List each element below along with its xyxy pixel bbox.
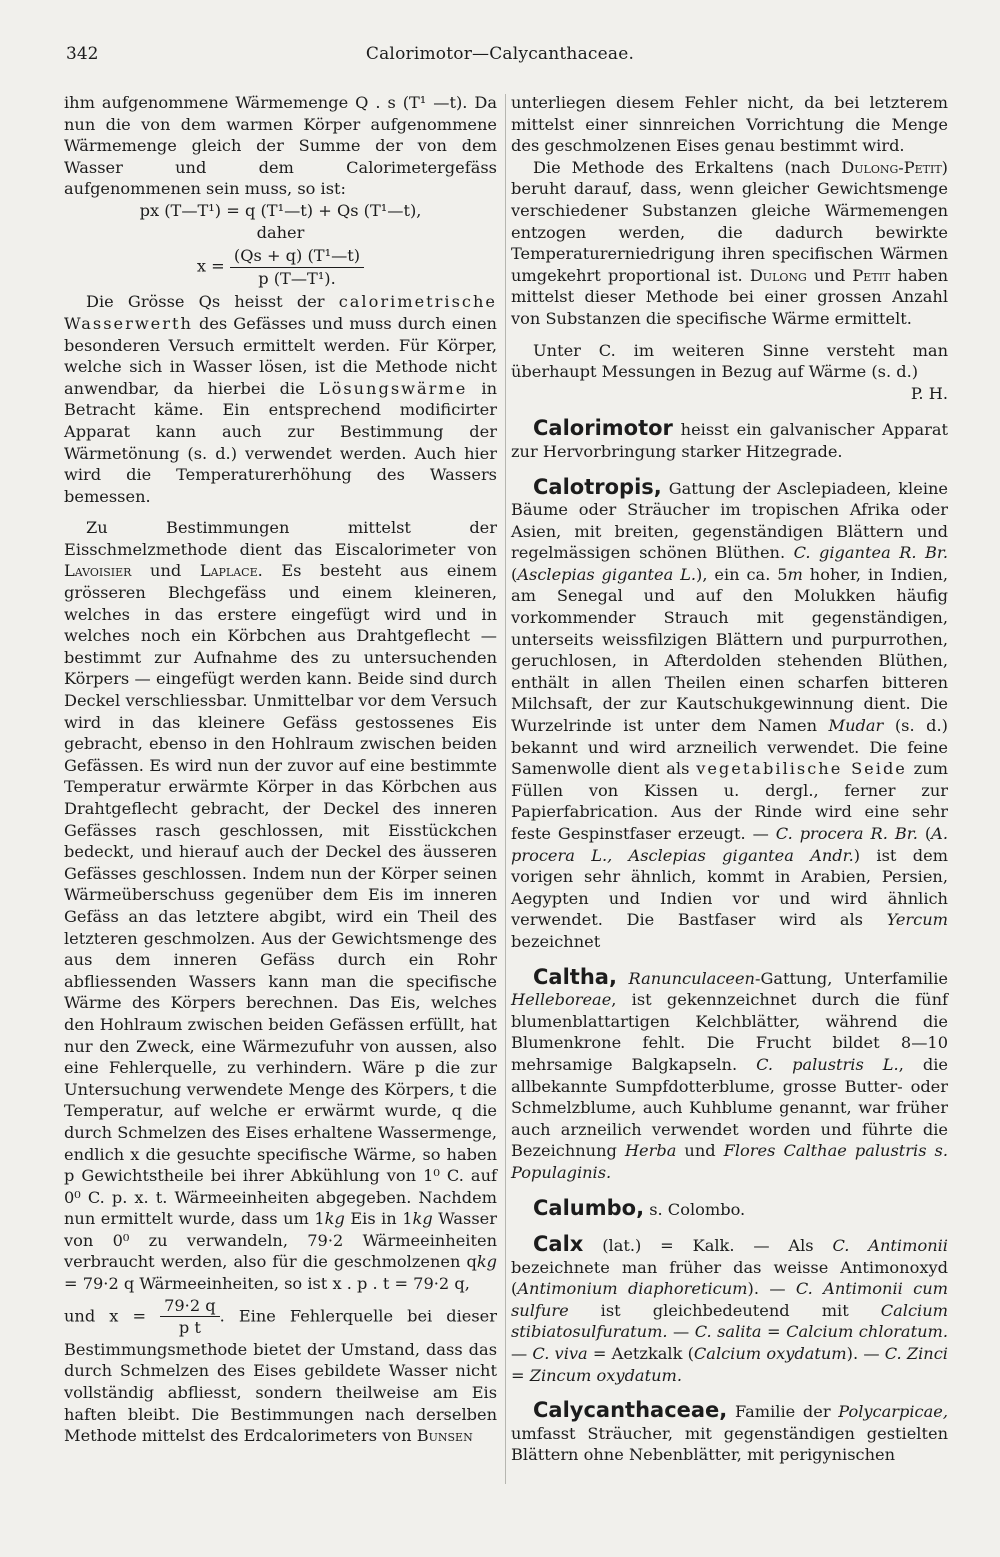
fraction-numerator: (Qs + q) (T¹—t)	[230, 245, 364, 268]
spaced-term: Lösungswärme	[318, 378, 468, 398]
left-column	[64, 92, 497, 1447]
text: ). —	[747, 1279, 796, 1299]
paragraph	[511, 157, 948, 330]
author-name: Dulong	[749, 265, 807, 285]
term: C. viva	[532, 1344, 588, 1364]
term: C. Zinci = Zincum oxydatum.	[511, 1344, 948, 1385]
species-name: C. procera R. Br.	[775, 824, 918, 843]
paragraph: unterliegen diesem Fehler nicht, da bei letzterem mittelst einer sinnreichen Vorrichtung die Menge des geschmolzenen Eises genau bestimmt wird.	[511, 93, 948, 156]
text: , ist gekennzeichnet durch die fünf blumenblattartigen Kelchblätter, während die Blumenkrone fehlt. Die Frucht bildet 8—10 mehrsamige Balgkapseln.	[511, 990, 948, 1074]
term: C. Antimonii cum sulfure	[511, 1279, 948, 1320]
fraction-numerator: 79·2 q	[160, 1295, 220, 1318]
text: bezeichnet	[511, 931, 601, 951]
paragraph	[64, 291, 497, 507]
text: heisst ein galvanischer Apparat zur Hervorbringung starker Hitzegrade.	[511, 420, 948, 461]
text: und	[676, 1141, 724, 1161]
text: s. Colombo.	[644, 1199, 746, 1219]
text: (	[917, 824, 932, 843]
text: hoher, in Indien, am Senegal und auf den Molukken häufig vorkommender Strauch mit gegenständigen, unterseits weissfilzigen Blättern und purpurrothen, geruchlosen, in Afterdolden stehenden Blüthen, enthält in allen Theilen einen scharfen bitteren Milchsaft, der zur Kautschukgewinnung dient. Die Wurzelrinde ist unter dem Namen	[511, 564, 948, 736]
text: bezeichnete man früher das weisse Antimonoxyd (	[511, 1257, 948, 1299]
paragraph: ihm aufgenommene Wärmemenge Q . s (T¹ —t). Da nun die von dem warmen Körper aufgenommene Wärmemenge gleich der Summe der von dem Wasser und dem Calorimetergefäss aufgenommenen sein muss, so ist:	[64, 93, 497, 199]
column-divider	[505, 94, 506, 1484]
author-name: Dulong-Petit	[841, 157, 942, 177]
author-signature: P. H.	[910, 383, 948, 403]
entry-calx	[511, 1234, 948, 1386]
species-name: A. procera L., Asclepias gigantea Andr.	[511, 824, 948, 865]
formula-lhs: x =	[196, 256, 225, 276]
text: . Eine Fehlerquelle bei dieser Bestimmungsmethode bietet der Umstand, dass das durch Schmelzen des Eises gebildete Wasser nicht vollständig abfliesst, sondern theilweise am Eis haften bleibt. Die Bestimmungen nach derselben Methode mittelst des Erdcalorimeters von	[64, 1306, 497, 1446]
fraction-denominator: p (T—T¹).	[258, 268, 336, 288]
term: Helleboreae	[511, 990, 612, 1010]
text: haben mittelst dieser Methode bei einer grossen Anzahl von Substanzen die specifische Wärme ermittelt.	[511, 265, 948, 328]
text: des Gefässes und muss durch einen besonderen Versuch ermittelt werden. Für Körper, welche sich in Wasser lösen, ist die Methode nicht anwendbar, da hierbei die	[64, 313, 497, 398]
equation: px (T—T¹) = q (T¹—t) + Qs (T¹—t),	[139, 200, 422, 220]
term: Yercum	[886, 910, 948, 930]
entry-calumbo	[511, 1195, 948, 1221]
text: ) ist dem vorigen sehr ähnlich, kommt in Arabien, Persien, Aegypten und Indien vor und wird ähnlich verwendet. Die Bastfaser wird als	[511, 845, 948, 930]
page-number: 342	[66, 44, 99, 64]
entry-headword: Calycanthaceae,	[533, 1398, 728, 1423]
text: —	[667, 1322, 695, 1342]
text: = Aetzkalk (	[587, 1344, 694, 1364]
unit: kg	[324, 1209, 345, 1229]
formula-lhs: und x =	[64, 1306, 147, 1326]
text: Gattung der Asclepiadeen, kleine Bäume oder Sträucher im tropischen Afrika oder Asien, mit breiten, gegenständigen Blättern und regelmässigen schönen Blüthen.	[511, 478, 948, 563]
text: ). —	[846, 1344, 885, 1364]
entry-headword: Calotropis,	[533, 474, 662, 499]
spaced-term: calorimetrische Wasserwerth	[64, 292, 497, 333]
page-header	[66, 44, 934, 68]
author-name: Laplace	[199, 561, 258, 581]
text: ), ein ca. 5	[696, 564, 788, 584]
term: C. Antimonii	[832, 1236, 948, 1256]
fraction	[230, 245, 364, 289]
term: Antimonium diaphoreticum	[517, 1279, 748, 1299]
unit: m	[787, 564, 803, 584]
text: Familie der	[727, 1402, 839, 1422]
term: Polycarpicae,	[838, 1402, 948, 1422]
text: Zu Bestimmungen mittelst der Eisschmelzmethode dient das Eiscalorimeter von	[64, 518, 497, 559]
term: Herba	[624, 1141, 677, 1161]
text: und	[814, 265, 846, 285]
text: (lat.) = Kalk. — Als	[583, 1236, 833, 1256]
text: in Betracht käme. Ein entsprechend modificirter Apparat kann auch zur Bestimmung der Wärmetönung (s. d.) verwendet werden. Auch hier wird die Temperaturerhöhung des Wassers bemessen.	[64, 378, 497, 506]
paragraph: Unter C. im weiteren Sinne versteht man überhaupt Messungen in Bezug auf Wärme (s. d.)	[511, 340, 948, 382]
fraction	[160, 1295, 220, 1339]
paragraph	[64, 517, 497, 1294]
entry-headword: Caltha,	[533, 964, 617, 989]
running-title: Calorimotor—Calycanthaceae.	[365, 44, 635, 64]
text: ist gleichbedeutend mit	[568, 1300, 881, 1320]
equation-connector: daher	[256, 222, 305, 242]
term: Calcium stibiatosulfuratum.	[511, 1300, 948, 1342]
text: Die Methode des Erkaltens (nach	[533, 157, 831, 177]
text: Eis in 1	[344, 1209, 413, 1229]
text: —	[511, 1344, 533, 1364]
term: Calcium oxydatum	[693, 1344, 847, 1364]
text: (s. d.) bekannt und wird arzneilich verwendet. Die feine Samenwolle dient als	[511, 716, 948, 779]
text: (	[511, 564, 518, 584]
entry-calycanthaceae	[511, 1400, 948, 1466]
text: = 79·2 q Wärmeeinheiten, so ist x . p . t = 79·2 q,	[64, 1274, 470, 1294]
entry-headword: Calx	[533, 1232, 584, 1257]
text: zum Füllen von Kissen u. dergl., ferner zur Papierfabrication. Aus der Rinde wird eine sehr feste Gespinstfaser erzeugt. —	[511, 759, 948, 843]
species-name: Asclepias gigantea L.	[517, 564, 697, 584]
unit: kg	[476, 1252, 497, 1272]
entry-caltha	[511, 964, 948, 1184]
text: umfasst Sträucher, mit gegenständigen gestielten Blättern ohne Nebenblätter, mit perigynischen	[511, 1423, 948, 1465]
text: Die Grösse Qs heisst der	[86, 292, 325, 312]
entry-calotropis	[511, 474, 948, 953]
author-name: Bunsen	[416, 1426, 473, 1446]
author-name: Petit	[852, 265, 891, 285]
term: C. salita = Calcium chloratum.	[694, 1322, 949, 1342]
entry-headword: Calorimotor	[533, 416, 673, 441]
term: Ranunculaceen	[628, 968, 755, 988]
text: ) beruht darauf, dass, wenn gleicher Gewichtsmenge verschiedener Substanzen gleiche Wärmemengen entzogen werden, die dadurch bewirkte Temperaturerniedrigung ihren specifischen Wärmen umgekehrt proportional ist.	[511, 157, 948, 285]
fraction-formula	[64, 245, 497, 289]
fraction-denominator: p t	[178, 1318, 201, 1338]
unit: kg	[412, 1209, 433, 1229]
author-name: Lavoisier	[64, 561, 132, 581]
text: Wasser von 0⁰ zu verwandeln, 79·2 Wärmeeinheiten verbraucht werden, also für die geschmolzenen q	[64, 1209, 497, 1272]
paragraph	[64, 1295, 497, 1447]
term: Mudar	[828, 716, 884, 736]
term: Flores Calthae palustris s. Populaginis.	[511, 1141, 948, 1182]
text: , die allbekannte Sumpfdotterblume, grosse Butter- oder Schmelzblume, auch Kuhblume genannt, war früher auch arzneilich verwendet worden und führte die Bezeichnung	[511, 1054, 948, 1161]
species-name: C. palustris L.	[756, 1054, 899, 1074]
right-column	[511, 92, 948, 1466]
entry-calorimotor	[511, 418, 948, 462]
species-name: C. gigantea R. Br.	[793, 543, 948, 563]
text: -Gattung, Unterfamilie	[754, 968, 948, 988]
spaced-term: vegetabilische Seide	[696, 759, 907, 779]
text: . Es besteht aus einem grösseren Blechgefäss und einem kleineren, welches in das erstere eingefügt wird und in welches noch ein Körbchen aus Drahtgeflecht — bestimmt zur Aufnahme des zu untersuchenden Körpers — eingefügt werden kann. Beide sind durch Deckel verschliessbar. Unmittelbar vor dem Versuch wird in das kleinere Gefäss gestossenes Eis gebracht, ebenso in den Hohlraum zwischen beiden Gefässen. Es wird nun der zuvor auf eine bestimmte Temperatur erwärmte Körper in das Körbchen aus Drahtgeflecht gebracht, der Deckel des inneren Gefässes rasch geschlossen, mit Eisstückchen bedeckt, und hierauf auch der Deckel des äusseren Gefässes geschlossen. Indem nun der Körper seinen Wärmeüberschuss gegenüber dem Eis im inneren Gefäss an das letztere abgibt, wird ein Theil des letzteren geschmolzen. Aus der Gewichtsmenge des aus dem inneren Gefäss durch ein Rohr abfliessenden Wassers kann man die specifische Wärme des Körpers berechnen. Das Eis, welches den Hohlraum zwischen beiden Gefässen erfüllt, hat nur den Zweck, eine Wärmezufuhr von aussen, also eine Fehlerquelle, zu verhindern. Wäre p die zur Untersuchung verwendete Menge des Körpers, t die Temperatur, auf welche er erwärmt wurde, q die durch Schmelzen des Eises erhaltene Wassermenge, endlich x die gesuchte specifische Wärme, so haben p Gewichtstheile bei ihrer Abkühlung von 1⁰ C. auf 0⁰ C. p. x. t. Wärmeeinheiten abgegeben. Nachdem nun ermittelt wurde, dass um 1	[64, 561, 497, 1229]
text: und	[150, 561, 182, 581]
entry-headword: Calumbo,	[533, 1195, 645, 1220]
